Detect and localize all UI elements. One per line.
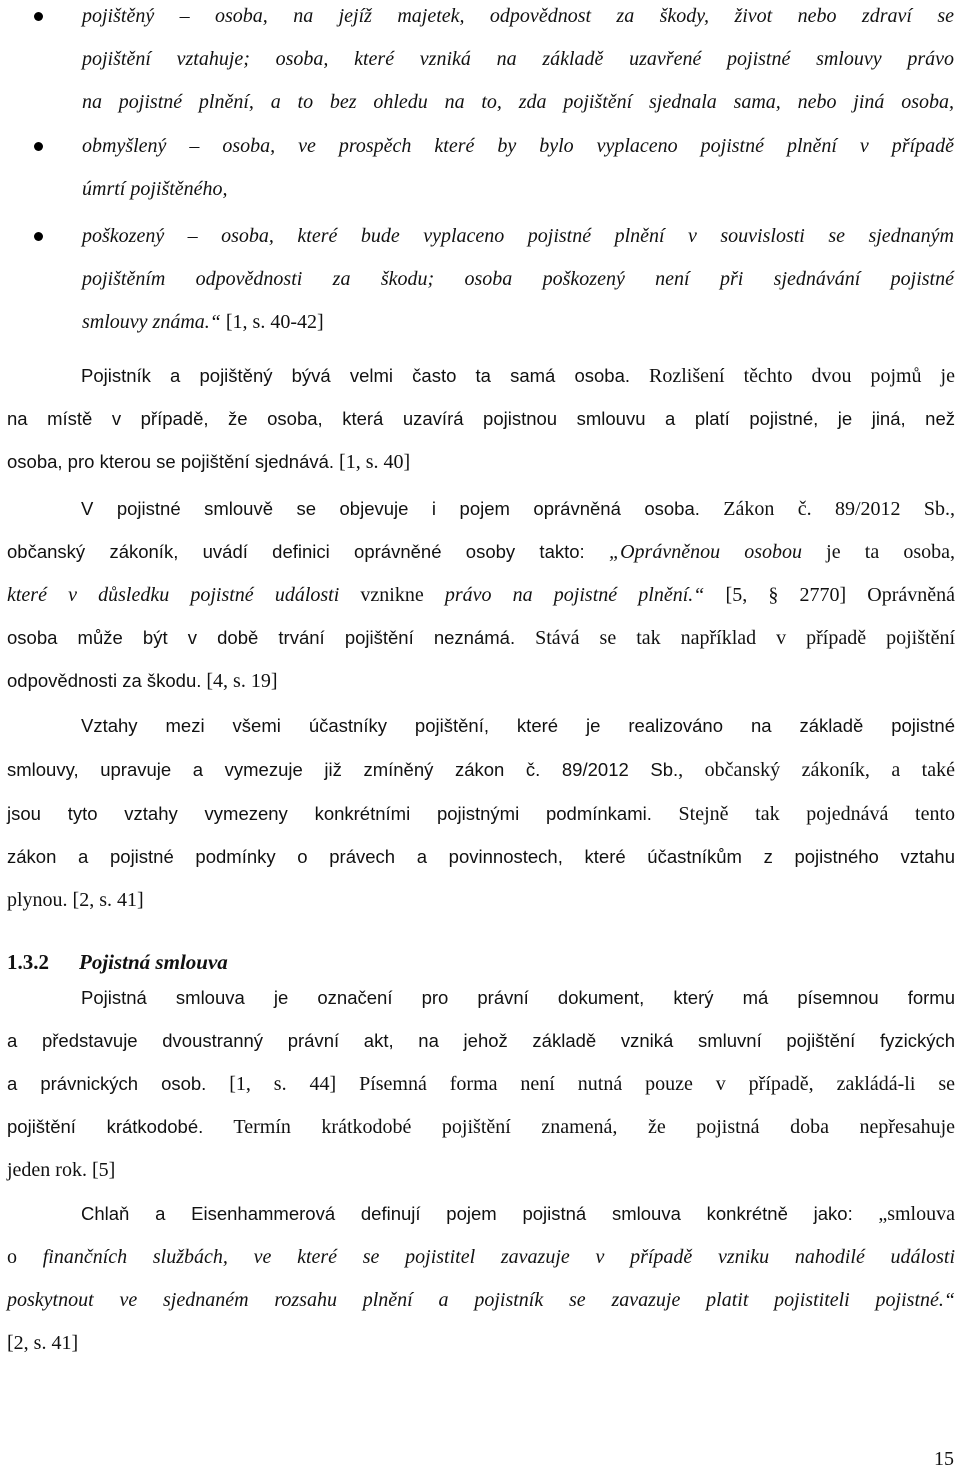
section-heading — [7, 950, 228, 975]
bullet-icon — [34, 142, 43, 151]
list-item-line: na pojistné plnění, a to bez ohledu na to, zda pojištění sjednala sama, nebo jiná osoba, — [82, 91, 954, 113]
paragraph-line: a představuje dvoustranný právní akt, na jehož základě vzniká smluvní pojištění fyzických — [7, 1030, 955, 1051]
list-item-line: pojištěný – osoba, na jejíž majetek, odpovědnost za škody, život nebo zdraví se — [82, 5, 954, 27]
paragraph-line: poskytnout ve sjednaném rozsahu plnění a pojistník se zavazuje platit pojistiteli pojistné.“ — [7, 1289, 955, 1311]
paragraph-line: Pojistná smlouva je označení pro právní dokument, který má písemnou formu — [81, 987, 955, 1008]
paragraph-line: V pojistné smlouvě se objevuje i pojem oprávněná osoba. Zákon č. 89/2012 Sb., — [81, 498, 955, 520]
paragraph-line: osoba může být v době trvání pojištění neznámá. Stává se tak například v případě pojištění — [7, 627, 955, 649]
bullet-icon — [34, 232, 43, 241]
paragraph-line: které v důsledku pojistné události vznikne právo na pojistné plnění.“ [5, § 2770] Oprávněná — [7, 584, 955, 606]
paragraph-line: Chlaň a Eisenhammerová definují pojem pojistná smlouva konkrétně jako: „smlouva — [81, 1203, 955, 1225]
citation: [1, s. 40-42] — [220, 311, 324, 333]
paragraph-line: na místě v případě, že osoba, která uzavírá pojistnou smlouvu a platí pojistné, je jiná, než — [7, 408, 955, 429]
paragraph-line: Pojistník a pojištěný bývá velmi často ta samá osoba. Rozlišení těchto dvou pojmů je — [81, 365, 955, 387]
paragraph-line: pojištění krátkodobé. Termín krátkodobé pojištění znamená, že pojistná doba nepřesahuje — [7, 1116, 955, 1138]
list-item-line: úmrtí pojištěného, — [82, 178, 228, 200]
list-item-line: pojištění vztahuje; osoba, které vzniká na základě uzavřené pojistné smlouvy právo — [82, 48, 954, 70]
paragraph-line: odpovědnosti za škodu. [4, s. 19] — [7, 670, 278, 692]
section-number: 1.3.2 — [7, 950, 49, 974]
bullet-icon — [34, 12, 43, 21]
paragraph-line: občanský zákoník, uvádí definici oprávněné osoby takto: „Oprávněnou osobou je ta osoba, — [7, 541, 956, 563]
section-title: Pojistná smlouva — [79, 950, 228, 974]
list-item-line: obmyšlený – osoba, ve prospěch které by bylo vyplaceno pojistné plnění v případě — [82, 135, 954, 157]
page-number: 15 — [934, 1448, 954, 1470]
quote-text: smlouvy známa.“ — [82, 311, 221, 333]
paragraph-line: plynou. [2, s. 41] — [7, 889, 144, 911]
list-item-line — [82, 308, 324, 336]
list-item-line: pojištěním odpovědnosti za škodu; osoba poškozený není při sjednávání pojistné — [82, 268, 954, 290]
paragraph-line: jeden rok. [5] — [7, 1159, 116, 1181]
paragraph-line: Vztahy mezi všemi účastníky pojištění, které je realizováno na základě pojistné — [81, 715, 955, 736]
paragraph-line: a právnických osob. [1, s. 44] Písemná forma není nutná pouze v případě, zakládá-li se — [7, 1073, 955, 1095]
paragraph-line: smlouvy, upravuje a vymezuje již zmíněný zákon č. 89/2012 Sb., občanský zákoník, a také — [7, 759, 955, 781]
paragraph-line: osoba, pro kterou se pojištění sjednává. [1, s. 40] — [7, 451, 411, 473]
paragraph-line: zákon a pojistné podmínky o právech a povinnostech, které účastníkům z pojistného vztahu — [7, 846, 955, 867]
list-item-line: poškozený – osoba, které bude vyplaceno pojistné plnění v souvislosti se sjednaným — [82, 225, 954, 247]
paragraph-line: o finančních službách, ve které se pojistitel zavazuje v případě vzniku nahodilé události — [7, 1246, 955, 1268]
paragraph-line: jsou tyto vztahy vymezeny konkrétními pojistnými podmínkami. Stejně tak pojednává tento — [7, 803, 956, 825]
paragraph-line: [2, s. 41] — [7, 1332, 79, 1354]
